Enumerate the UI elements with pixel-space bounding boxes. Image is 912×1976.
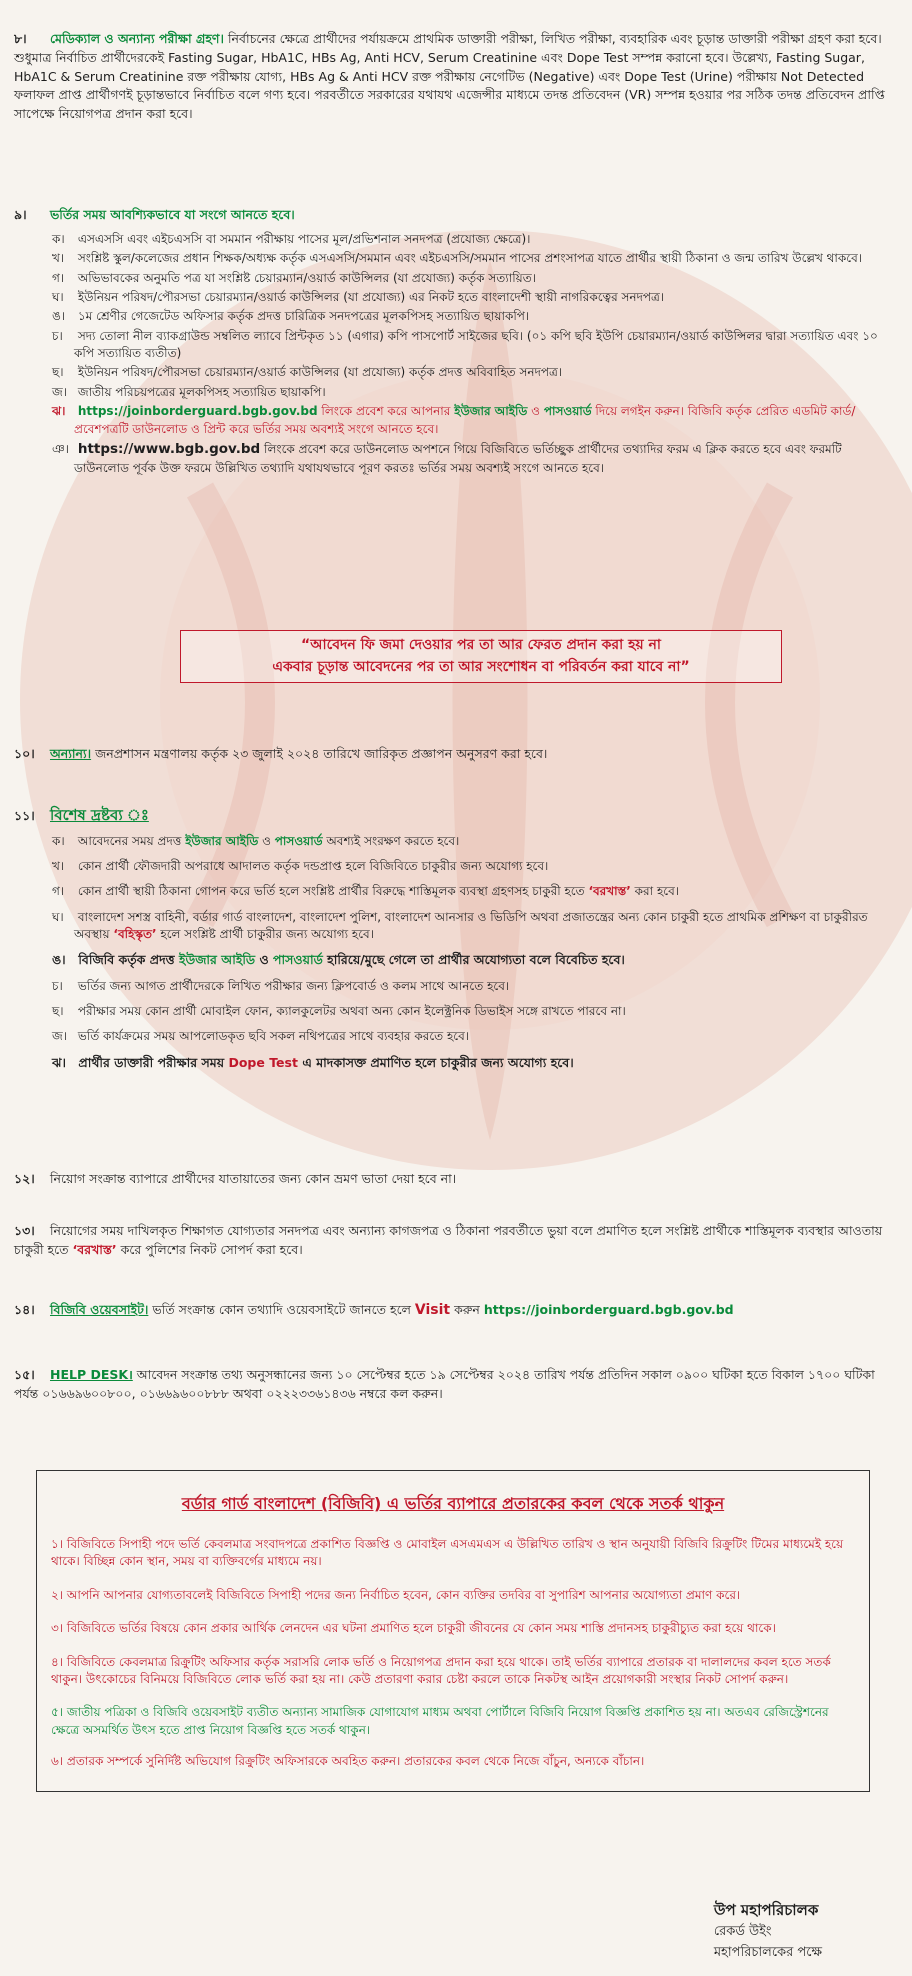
section-number: ১০। xyxy=(14,746,35,761)
list-item: গ। কোন প্রার্থী স্থায়ী ঠিকানা গোপন করে ভর্তি হলে সংশ্লিষ্ট প্রার্থীর বিরুদ্ধে শাস্তিমূলক ব্যবস্থা গ্রহণসহ চাকুরী হতে ‘বরখাস্ত’ করা হবে। xyxy=(52,884,680,899)
warning-item: ৬। প্রতারক সম্পর্কে সুনির্দিষ্ট অভিযোগ রিক্রুটিং অফিসারকে অবহিত করুন। প্রতারকের কবল থেকে নিজে বাঁচুন, অন্যকে বাঁচান। xyxy=(51,1754,645,1769)
section-number: ১৩। xyxy=(14,1223,35,1238)
signature-behalf: মহাপরিচালকের পক্ষে xyxy=(713,1944,822,1960)
list-item-admit-card: ঝ। https://joinborderguard.bgb.gov.bd লিংকে প্রবেশ করে আপনার ইউজার আইডি ও পাসওয়ার্ড দিয়ে লগইন করুন। বিজিবি কর্তৃক প্রেরিত এডমিট কার্ড/প্রবেশপত্রটি ডাউনলোড ও প্রিন্ট করে ভর্তির সময় অবশ্যই সংগে আনতে হবে। xyxy=(52,404,856,436)
portal-link[interactable]: https://joinborderguard.bgb.gov.bd xyxy=(483,1302,734,1317)
notice-line-1: “আবেদন ফি জমা দেওয়ার পর তা আর ফেরত প্রদান করা হয় না xyxy=(301,637,661,653)
section-text: জনপ্রশাসন মন্ত্রণালয় কর্তৃক ২৩ জুলাই ২০২৪ তারিখে জারিকৃত প্রজ্ঞাপন অনুসরণ করা হবে। xyxy=(95,746,548,761)
section-text: নিয়োগ সংক্রান্ত ব্যাপারে প্রার্থীদের যাতায়াতের জন্য কোন ভ্রমণ ভাতা দেয়া হবে না। xyxy=(49,1171,457,1186)
warning-item: ৫। জাতীয় পত্রিকা ও বিজিবি ওয়েবসাইট ব্যতীত অন্যান্য সামাজিক যোগাযোগ মাধ্যম অথবা পোর্টালে বিজিবি নিয়োগ বিজ্ঞপ্তি প্রকাশিত হয় না। অতএব রেজিস্ট্রেশনের ক্ষেত্রে অসমর্থিত উৎস হতে প্রাপ্ত নিয়োগ বিজ্ঞপ্তি হতে সতর্ক থাকুন। xyxy=(51,1705,829,1737)
section-heading: HELP DESK। xyxy=(49,1367,133,1382)
section-heading: বিশেষ দ্রষ্টব্য ঃ xyxy=(49,806,149,824)
section-number: ১২। xyxy=(14,1171,35,1186)
section-heading: বিজিবি ওয়েবসাইট। xyxy=(49,1302,149,1317)
list-item: ঙ। বিজিবি কর্তৃক প্রদত্ত ইউজার আইডি ও পাসওয়ার্ড হারিয়ে/মুছে গেলে তা প্রার্থীর অযোগ্যতা বলে বিবেচিত হবে। xyxy=(52,952,625,968)
list-item: ক। আবেদনের সময় প্রদত্ত ইউজার আইডি ও পাসওয়ার্ড অবশ্যই সংরক্ষণ করতে হবে। xyxy=(52,833,460,848)
section-14-website: ১৪। বিজিবি ওয়েবসাইট। ভর্তি সংক্রান্ত কোন তথ্যাদি ওয়েবসাইটে জানতে হলে Visit করুন https://joinborderguard.bgb.gov.bd xyxy=(14,1302,734,1318)
list-item: জ। ভর্তি কার্যক্রমের সময় আপলোডকৃত ছবি সকল নথিপত্রের সাথে ব্যবহার করতে হবে। xyxy=(52,1029,470,1044)
fee-notice-box xyxy=(180,630,782,683)
section-number: ১১। xyxy=(14,808,35,823)
list-item: গ। অভিভাবকের অনুমতি পত্র যা সংশ্লিষ্ট চেয়ারম্যান/ওয়ার্ড কাউন্সিলর (যা প্রযোজ্য) কর্তৃক সত্যায়িত। xyxy=(52,270,537,285)
list-item: ছ। ইউনিয়ন পরিষদ/পৌরসভা চেয়ারম্যান/ওয়ার্ড কাউন্সিলর (যা প্রযোজ্য) কর্তৃক প্রদত্ত অবিবাহিত সনদপত্র। xyxy=(52,365,563,380)
list-item: খ। সংশ্লিষ্ট স্কুল/কলেজের প্রধান শিক্ষক/অধ্যক্ষ কর্তৃক এসএসসি/সমমান এবং এইচএসসি/সমমান পাসের প্রশংসাপত্র যাতে প্রার্থীর স্থায়ী ঠিকানা ও জন্ম তারিখ উল্লেখ থাকবে। xyxy=(52,251,863,266)
portal-link[interactable]: https://joinborderguard.bgb.gov.bd xyxy=(77,404,318,419)
warning-item: ১। বিজিবিতে সিপাহী পদে ভর্তি কেবলমাত্র সংবাদপত্রে প্রকাশিত বিজ্ঞপ্তি ও মোবাইল এসএমএস এ উল্লিখিত তারিখ ও স্থান অনুযায়ী বিজিবি রিক্রুটিং টিমের মাধ্যমেই হয়ে থাকে। বিচ্ছিন্ন কোন স্থান, সময় বা ব্যক্তিবর্গের মাধ্যমে নয়। xyxy=(51,1537,844,1569)
section-12-travel xyxy=(14,1170,898,1189)
section-13-fake-docs: ১৩। নিয়োগের সময় দাখিলকৃত শিক্ষাগত যোগ্যতার সনদপত্র এবং অন্যান্য কাগজপত্র ও ঠিকানা পরবর্তীতে ভুয়া বলে প্রমাণিত হলে সংশ্লিষ্ট প্রার্থীকে শাস্তিমূলক ব্যবস্থার আওতায় চাকুরী হতে ‘বরখাস্ত’ করে পুলিশের নিকট সোপর্দ করা হবে। xyxy=(14,1223,883,1257)
list-item: ছ। পরীক্ষার সময় কোন প্রার্থী মোবাইল ফোন, ক্যালকুলেটর অথবা অন্য কোন ইলেক্ট্রনিক ডিভাইস সঙ্গে রাখতে পারবে না। xyxy=(52,1003,626,1018)
section-heading: ভর্তির সময় আবশ্যিকভাবে যা সংগে আনতে হবে। xyxy=(49,207,295,222)
website-link[interactable]: https://www.bgb.gov.bd xyxy=(77,441,261,458)
section-number: ১৪। xyxy=(14,1302,35,1317)
notice-line-2: একবার চূড়ান্ত আবেদনের পর তা আর সংশোধন বা পরিবর্তন করা যাবে না” xyxy=(272,658,690,675)
list-item: জ। জাতীয় পরিচয়পত্রের মূলকপিসহ সত্যায়িত ছায়াকপি। xyxy=(52,384,326,399)
section-heading: মেডিক্যাল ও অন্যান্য পরীক্ষা গ্রহণ। xyxy=(49,31,224,46)
fraud-warning-box xyxy=(36,1470,870,1792)
list-item: ঘ। ইউনিয়ন পরিষদ/পৌরসভা চেয়ারম্যান/ওয়ার্ড কাউন্সিলর (যা প্রযোজ্য) এর নিকট হতে বাংলাদেশী স্থায়ী নাগরিকত্বের সনদপত্র। xyxy=(52,289,665,304)
warning-item: ২। আপনি আপনার যোগ্যতাবলেই বিজিবিতে সিপাহী পদের জন্য নির্বাচিত হবেন, কোন ব্যক্তির তদবির বা সুপারিশ আপনার অযোগ্যতা প্রমাণ করে। xyxy=(51,1587,741,1602)
list-item-form-download: ঞ। https://www.bgb.gov.bd লিংকে প্রবেশ করে ডাউনলোড অপশনে গিয়ে বিজিবিতে ভর্তিচ্ছুক প্রার্থীদের তথ্যাদির ফরম এ ক্লিক করতে হবে এবং ফরমটি ডাউনলোড পূর্বক উক্ত ফরমে উল্লিখিত তথ্যাদি যথাযথভাবে পূরণ করতঃ ভর্তির সময় অবশ্যই সংগে আনতে হবে। xyxy=(52,441,842,475)
section-number: ৯। xyxy=(14,207,27,222)
section-text: নির্বাচনের ক্ষেত্রে প্রার্থীদের পর্যায়ক্রমে প্রাথমিক ডাক্তারী পরীক্ষা, লিখিত পরীক্ষা, ব্যবহারিক এবং চূড়ান্ত ডাক্তারী পরীক্ষা গ্রহণ করা হবে। শুধুমাত্র নির্বাচিত প্রার্থীদেরকেই Fasting Sugar, HbA1C, HBs Ag, Anti HCV, Serum Creatinine এবং Dope Test সম্পন্ন করানো হবে। উল্লেখ্য, Fasting Sugar, HbA1C & Serum Creatinine রক্ত পরীক্ষায় যোগ্য, HBs Ag & Anti HCV রক্ত পরীক্ষায় নেগেটিভ (Negative) এবং Dope Test (Urine) পরীক্ষায় Not Detected ফলাফল প্রাপ্ত প্রার্থীগণই চূড়ান্তভাবে নির্বাচিত বলে গণ্য হবে। পরবর্তীতে সরকারের যথাযথ এজেন্সীর মাধ্যমে তদন্ত প্রতিবেদন (VR) সম্পন্ন হওয়ার পর সঠিক তদন্ত প্রতিবেদন প্রাপ্তি সাপেক্ষে নিয়োগপত্র প্রদান করা হবে। xyxy=(14,31,885,121)
signature-block xyxy=(714,1898,822,1964)
warning-title: বর্ডার গার্ড বাংলাদেশ (বিজিবি) এ ভর্তির ব্যাপারে প্রতারকের কবল থেকে সতর্ক থাকুন xyxy=(181,1494,725,1513)
list-item: ঝ। প্রার্থীর ডাক্তারী পরীক্ষার সময় Dope Test এ মাদকাসক্ত প্রমাণিত হলে চাকুরীর জন্য অযোগ্য হবে। xyxy=(52,1054,574,1070)
warning-item: ৩। বিজিবিতে ভর্তির বিষয়ে কোন প্রকার আর্থিক লেনদেন এর ঘটনা প্রমাণিত হলে চাকুরী জীবনের যে কোন সময় শাস্তি প্রদানসহ চাকুরীচ্যুত করা হয়ে থাকে। xyxy=(51,1621,776,1636)
section-text: আবেদন সংক্রান্ত তথ্য অনুসন্ধানের জন্য ১০ সেপ্টেম্বর হতে ১৯ সেপ্টেম্বর ২০২৪ তারিখ পর্যন্ত প্রতিদিন সকাল ০৯০০ ঘটিকা হতে বিকাল ১৭০০ ঘটিকা পর্যন্ত ০১৬৬৯৬০০৮০০, ০১৬৬৯৬০০৮৮৮ অথবা ০২২২৩৩৬১৪৩৬ নম্বরে কল করুন। xyxy=(14,1367,875,1401)
section-9-documents xyxy=(14,206,898,479)
section-10-others xyxy=(14,745,898,764)
section-11-special-notes xyxy=(14,804,898,1074)
list-item: চ। সদ্য তোলা নীল ব্যাকগ্রাউন্ড সম্বলিত ল্যাবে প্রিন্টকৃত ১১ (এগার) কপি পাসপোর্ট সাইজের ছবি। (০১ কপি ছবি ইউপি চেয়ারম্যান/ওয়ার্ড কাউন্সিলর দ্বারা সত্যায়িত এবং ১০ কপি সত্যায়িত ব্যতীত) xyxy=(52,328,878,361)
section-8-medical xyxy=(14,30,898,124)
section-number: ১৫। xyxy=(14,1367,35,1382)
section-number: ৮। xyxy=(14,31,27,46)
section-15-help-desk xyxy=(14,1366,898,1404)
signature-wing: রেকর্ড উইং xyxy=(713,1924,772,1939)
list-item: ঙ। ১ম শ্রেণীর গেজেটেড অফিসার কর্তৃক প্রদত্ত চারিত্রিক সনদপত্রের মূলকপিসহ সত্যায়িত ছায়াকপি। xyxy=(52,309,530,324)
list-item: চ। ভর্তির জন্য আগত প্রার্থীদেরকে লিখিত পরীক্ষার জন্য ক্লিপবোর্ড ও কলম সাথে আনতে হবে। xyxy=(52,978,510,993)
signature-title: উপ মহাপরিচালক xyxy=(713,1901,819,1919)
warning-item: ৪। বিজিবিতে কেবলমাত্র রিক্রুটিং অফিসার কর্তৃক সরাসরি লোক ভর্তি ও নিয়োগপত্র প্রদান করা হয়ে থাকে। তাই ভর্তির ব্যাপারে প্রতারক বা দালালদের কবল হতে সতর্ক থাকুন। উৎকোচের বিনিময়ে বিজিবিতে লোক ভর্তি করা হয় না। কেউ প্রতারণা করার চেষ্টা করলে তাকে নিকটস্থ আইন প্রয়োগকারী সংস্থার নিকট সোপর্দ করুন। xyxy=(51,1654,831,1686)
list-item: ক। এসএসসি এবং এইচএসসি বা সমমান পরীক্ষায় পাসের মূল/প্রভিশনাল সনদপত্র (প্রযোজ্য ক্ষেত্রে)। xyxy=(52,231,531,246)
section-heading: অন্যান্য। xyxy=(49,746,92,761)
list-item: ঘ। বাংলাদেশ সশস্ত্র বাহিনী, বর্ডার গার্ড বাংলাদেশ, বাংলাদেশ পুলিশ, বাংলাদেশ আনসার ও ভিডিপি অথবা প্রজাতন্ত্রের অন্য কোন চাকুরী হতে প্রাথমিক প্রশিক্ষণ বা চাকুরীরত অবস্থায় ‘বহিস্কৃত’ হলে সংশ্লিষ্ট প্রার্থী চাকুরীর জন্য অযোগ্য হবে। xyxy=(52,909,868,942)
list-item: খ। কোন প্রার্থী ফৌজদারী অপরাধে আদালত কর্তৃক দন্ডপ্রাপ্ত হলে বিজিবিতে চাকুরীর জন্য অযোগ্য হবে। xyxy=(52,858,549,873)
